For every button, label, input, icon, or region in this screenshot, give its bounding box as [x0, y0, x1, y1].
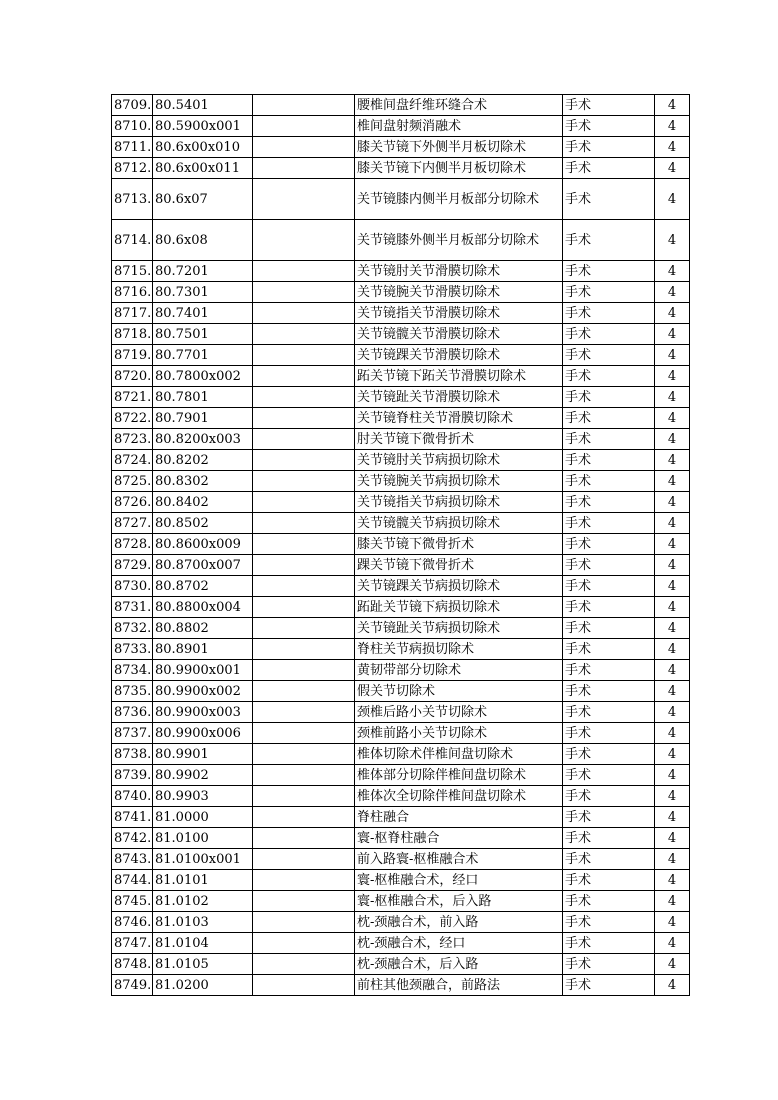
procedure-level: 4	[655, 137, 690, 158]
procedure-code: 81.0100	[153, 828, 253, 849]
procedure-name: 肘关节镜下微骨折术	[355, 429, 563, 450]
blank-cell	[253, 450, 355, 471]
table-row	[112, 513, 690, 534]
row-number: 8741.	[112, 807, 153, 828]
procedure-code: 80.7301	[153, 282, 253, 303]
procedure-name: 枕-颈融合术，后入路	[355, 954, 563, 975]
blank-cell	[253, 513, 355, 534]
procedure-code: 80.8901	[153, 639, 253, 660]
procedure-code: 80.9902	[153, 765, 253, 786]
procedure-level: 4	[655, 179, 690, 220]
procedure-level: 4	[655, 828, 690, 849]
procedure-level: 4	[655, 807, 690, 828]
procedure-type: 手术	[563, 681, 655, 702]
procedure-code: 80.5401	[153, 95, 253, 116]
procedure-name: 膝关节镜下外侧半月板切除术	[355, 137, 563, 158]
procedure-type: 手术	[563, 116, 655, 137]
procedure-code: 80.8802	[153, 618, 253, 639]
blank-cell	[253, 975, 355, 996]
table-row	[112, 534, 690, 555]
procedure-name: 枕-颈融合术，经口	[355, 933, 563, 954]
procedure-name: 关节镜趾关节病损切除术	[355, 618, 563, 639]
procedure-name: 关节镜膝外侧半月板部分切除术	[355, 220, 563, 261]
procedure-name: 脊柱融合	[355, 807, 563, 828]
table-row	[112, 116, 690, 137]
blank-cell	[253, 429, 355, 450]
table-row	[112, 975, 690, 996]
procedure-name: 前柱其他颈融合，前路法	[355, 975, 563, 996]
procedure-type: 手术	[563, 450, 655, 471]
procedure-type: 手术	[563, 513, 655, 534]
blank-cell	[253, 912, 355, 933]
procedure-code: 80.5900x001	[153, 116, 253, 137]
procedure-name: 椎体次全切除伴椎间盘切除术	[355, 786, 563, 807]
procedure-code: 80.6x00x011	[153, 158, 253, 179]
blank-cell	[253, 158, 355, 179]
row-number: 8748.	[112, 954, 153, 975]
blank-cell	[253, 471, 355, 492]
procedure-type: 手术	[563, 303, 655, 324]
procedure-level: 4	[655, 492, 690, 513]
procedure-code: 80.8202	[153, 450, 253, 471]
row-number: 8729.	[112, 555, 153, 576]
table-row	[112, 324, 690, 345]
blank-cell	[253, 954, 355, 975]
procedure-level: 4	[655, 723, 690, 744]
procedure-level: 4	[655, 303, 690, 324]
blank-cell	[253, 303, 355, 324]
blank-cell	[253, 282, 355, 303]
blank-cell	[253, 681, 355, 702]
procedure-name: 关节镜趾关节滑膜切除术	[355, 387, 563, 408]
procedure-level: 4	[655, 870, 690, 891]
procedure-type: 手术	[563, 807, 655, 828]
procedure-type: 手术	[563, 870, 655, 891]
row-number: 8723.	[112, 429, 153, 450]
procedure-code: 80.9903	[153, 786, 253, 807]
row-number: 8730.	[112, 576, 153, 597]
procedure-level: 4	[655, 576, 690, 597]
procedure-code: 81.0105	[153, 954, 253, 975]
row-number: 8746.	[112, 912, 153, 933]
blank-cell	[253, 933, 355, 954]
row-number: 8736.	[112, 702, 153, 723]
procedure-level: 4	[655, 912, 690, 933]
procedure-level: 4	[655, 95, 690, 116]
row-number: 8709.	[112, 95, 153, 116]
procedure-type: 手术	[563, 786, 655, 807]
procedure-name: 枕-颈融合术，前入路	[355, 912, 563, 933]
procedure-code: 80.7501	[153, 324, 253, 345]
table-row	[112, 220, 690, 261]
procedure-code: 80.7701	[153, 345, 253, 366]
document-page	[111, 94, 689, 996]
row-number: 8739.	[112, 765, 153, 786]
row-number: 8728.	[112, 534, 153, 555]
blank-cell	[253, 116, 355, 137]
procedure-code: 80.9900x001	[153, 660, 253, 681]
blank-cell	[253, 639, 355, 660]
procedure-code: 80.6x07	[153, 179, 253, 220]
procedure-level: 4	[655, 618, 690, 639]
procedure-level: 4	[655, 639, 690, 660]
table-row	[112, 807, 690, 828]
table-row	[112, 828, 690, 849]
procedure-name: 关节镜肘关节滑膜切除术	[355, 261, 563, 282]
procedure-name: 黄韧带部分切除术	[355, 660, 563, 681]
procedure-type: 手术	[563, 492, 655, 513]
blank-cell	[253, 723, 355, 744]
table-row	[112, 158, 690, 179]
procedure-level: 4	[655, 891, 690, 912]
procedure-type: 手术	[563, 366, 655, 387]
procedure-type: 手术	[563, 933, 655, 954]
row-number: 8720.	[112, 366, 153, 387]
table-row	[112, 303, 690, 324]
blank-cell	[253, 891, 355, 912]
procedure-code: 80.6x08	[153, 220, 253, 261]
blank-cell	[253, 807, 355, 828]
table-row	[112, 618, 690, 639]
procedure-code: 80.8700x007	[153, 555, 253, 576]
procedure-code: 81.0104	[153, 933, 253, 954]
table-row	[112, 387, 690, 408]
procedure-type: 手术	[563, 324, 655, 345]
procedure-type: 手术	[563, 220, 655, 261]
procedure-level: 4	[655, 786, 690, 807]
procedure-type: 手术	[563, 137, 655, 158]
blank-cell	[253, 345, 355, 366]
procedure-level: 4	[655, 345, 690, 366]
procedure-code: 80.7801	[153, 387, 253, 408]
table-row	[112, 261, 690, 282]
procedure-level: 4	[655, 387, 690, 408]
table-row	[112, 660, 690, 681]
procedure-type: 手术	[563, 282, 655, 303]
procedure-type: 手术	[563, 179, 655, 220]
procedure-name: 关节镜踝关节病损切除术	[355, 576, 563, 597]
row-number: 8713.	[112, 179, 153, 220]
procedure-name: 跖趾关节镜下病损切除术	[355, 597, 563, 618]
procedure-code: 81.0100x001	[153, 849, 253, 870]
procedure-code: 80.7201	[153, 261, 253, 282]
procedure-level: 4	[655, 116, 690, 137]
table-row	[112, 849, 690, 870]
blank-cell	[253, 870, 355, 891]
row-number: 8734.	[112, 660, 153, 681]
procedure-name: 寰-枢脊柱融合	[355, 828, 563, 849]
procedure-type: 手术	[563, 387, 655, 408]
procedure-code: 81.0000	[153, 807, 253, 828]
procedure-name: 关节镜腕关节滑膜切除术	[355, 282, 563, 303]
procedure-code: 80.7800x002	[153, 366, 253, 387]
procedure-name: 椎体切除术伴椎间盘切除术	[355, 744, 563, 765]
procedure-level: 4	[655, 450, 690, 471]
table-row	[112, 345, 690, 366]
row-number: 8714.	[112, 220, 153, 261]
row-number: 8724.	[112, 450, 153, 471]
procedure-name: 颈椎后路小关节切除术	[355, 702, 563, 723]
row-number: 8731.	[112, 597, 153, 618]
table-row	[112, 639, 690, 660]
procedure-level: 4	[655, 744, 690, 765]
procedure-code: 80.9901	[153, 744, 253, 765]
blank-cell	[253, 597, 355, 618]
procedure-type: 手术	[563, 891, 655, 912]
procedure-code: 81.0102	[153, 891, 253, 912]
procedure-name: 踝关节镜下微骨折术	[355, 555, 563, 576]
procedure-level: 4	[655, 324, 690, 345]
blank-cell	[253, 576, 355, 597]
table-row	[112, 471, 690, 492]
procedure-code: 80.9900x002	[153, 681, 253, 702]
procedure-code: 80.8302	[153, 471, 253, 492]
row-number: 8732.	[112, 618, 153, 639]
blank-cell	[253, 408, 355, 429]
row-number: 8715.	[112, 261, 153, 282]
blank-cell	[253, 786, 355, 807]
table-row	[112, 702, 690, 723]
row-number: 8716.	[112, 282, 153, 303]
row-number: 8743.	[112, 849, 153, 870]
blank-cell	[253, 744, 355, 765]
blank-cell	[253, 618, 355, 639]
table-row	[112, 723, 690, 744]
procedure-type: 手术	[563, 660, 655, 681]
row-number: 8733.	[112, 639, 153, 660]
procedure-type: 手术	[563, 975, 655, 996]
procedure-code: 80.7901	[153, 408, 253, 429]
procedure-name: 跖关节镜下跖关节滑膜切除术	[355, 366, 563, 387]
blank-cell	[253, 849, 355, 870]
blank-cell	[253, 534, 355, 555]
procedure-name: 腰椎间盘纤维环缝合术	[355, 95, 563, 116]
procedure-code: 80.7401	[153, 303, 253, 324]
procedure-name: 寰-枢椎融合术，经口	[355, 870, 563, 891]
procedure-name: 脊柱关节病损切除术	[355, 639, 563, 660]
blank-cell	[253, 765, 355, 786]
blank-cell	[253, 366, 355, 387]
procedure-code: 81.0101	[153, 870, 253, 891]
procedure-level: 4	[655, 534, 690, 555]
row-number: 8722.	[112, 408, 153, 429]
procedure-code: 81.0103	[153, 912, 253, 933]
table-row	[112, 137, 690, 158]
blank-cell	[253, 828, 355, 849]
procedure-level: 4	[655, 282, 690, 303]
procedure-name: 关节镜指关节滑膜切除术	[355, 303, 563, 324]
row-number: 8738.	[112, 744, 153, 765]
blank-cell	[253, 95, 355, 116]
table-row	[112, 912, 690, 933]
table-row	[112, 576, 690, 597]
blank-cell	[253, 137, 355, 158]
table-row	[112, 179, 690, 220]
procedure-level: 4	[655, 660, 690, 681]
table-row	[112, 492, 690, 513]
procedure-name: 膝关节镜下微骨折术	[355, 534, 563, 555]
procedure-level: 4	[655, 408, 690, 429]
row-number: 8735.	[112, 681, 153, 702]
row-number: 8737.	[112, 723, 153, 744]
procedure-type: 手术	[563, 534, 655, 555]
procedure-name: 关节镜腕关节病损切除术	[355, 471, 563, 492]
table-row	[112, 744, 690, 765]
procedure-type: 手术	[563, 639, 655, 660]
procedure-level: 4	[655, 975, 690, 996]
row-number: 8725.	[112, 471, 153, 492]
blank-cell	[253, 660, 355, 681]
blank-cell	[253, 702, 355, 723]
table-row	[112, 786, 690, 807]
procedure-level: 4	[655, 366, 690, 387]
procedure-type: 手术	[563, 723, 655, 744]
procedure-level: 4	[655, 513, 690, 534]
procedure-level: 4	[655, 261, 690, 282]
procedure-code: 81.0200	[153, 975, 253, 996]
procedure-name: 关节镜膝内侧半月板部分切除术	[355, 179, 563, 220]
procedure-name: 关节镜指关节病损切除术	[355, 492, 563, 513]
row-number: 8717.	[112, 303, 153, 324]
row-number: 8745.	[112, 891, 153, 912]
procedure-level: 4	[655, 471, 690, 492]
row-number: 8747.	[112, 933, 153, 954]
procedure-type: 手术	[563, 345, 655, 366]
procedure-level: 4	[655, 681, 690, 702]
procedure-level: 4	[655, 429, 690, 450]
blank-cell	[253, 220, 355, 261]
procedure-level: 4	[655, 765, 690, 786]
row-number: 8721.	[112, 387, 153, 408]
table-row	[112, 954, 690, 975]
procedure-name: 前入路寰-枢椎融合术	[355, 849, 563, 870]
procedure-type: 手术	[563, 261, 655, 282]
blank-cell	[253, 179, 355, 220]
procedure-code: 80.9900x006	[153, 723, 253, 744]
procedure-code: 80.8502	[153, 513, 253, 534]
row-number: 8710.	[112, 116, 153, 137]
procedure-code: 80.8800x004	[153, 597, 253, 618]
procedure-level: 4	[655, 158, 690, 179]
table-row	[112, 366, 690, 387]
procedure-level: 4	[655, 933, 690, 954]
table-row	[112, 765, 690, 786]
row-number: 8749.	[112, 975, 153, 996]
procedure-type: 手术	[563, 618, 655, 639]
procedure-code: 80.8600x009	[153, 534, 253, 555]
procedure-code: 80.8200x003	[153, 429, 253, 450]
procedure-type: 手术	[563, 702, 655, 723]
procedure-level: 4	[655, 849, 690, 870]
table-row	[112, 282, 690, 303]
procedure-table	[111, 94, 690, 996]
procedure-name: 椎体部分切除伴椎间盘切除术	[355, 765, 563, 786]
procedure-level: 4	[655, 597, 690, 618]
procedure-name: 膝关节镜下内侧半月板切除术	[355, 158, 563, 179]
blank-cell	[253, 324, 355, 345]
procedure-type: 手术	[563, 954, 655, 975]
procedure-type: 手术	[563, 95, 655, 116]
row-number: 8744.	[112, 870, 153, 891]
table-row	[112, 429, 690, 450]
procedure-level: 4	[655, 555, 690, 576]
procedure-type: 手术	[563, 471, 655, 492]
blank-cell	[253, 387, 355, 408]
procedure-type: 手术	[563, 408, 655, 429]
table-row	[112, 597, 690, 618]
procedure-name: 关节镜脊柱关节滑膜切除术	[355, 408, 563, 429]
procedure-type: 手术	[563, 744, 655, 765]
procedure-type: 手术	[563, 576, 655, 597]
row-number: 8718.	[112, 324, 153, 345]
blank-cell	[253, 492, 355, 513]
procedure-type: 手术	[563, 765, 655, 786]
row-number: 8712.	[112, 158, 153, 179]
row-number: 8742.	[112, 828, 153, 849]
row-number: 8726.	[112, 492, 153, 513]
procedure-level: 4	[655, 220, 690, 261]
table-row	[112, 408, 690, 429]
procedure-name: 椎间盘射频消融术	[355, 116, 563, 137]
procedure-name: 假关节切除术	[355, 681, 563, 702]
procedure-name: 关节镜踝关节滑膜切除术	[355, 345, 563, 366]
row-number: 8719.	[112, 345, 153, 366]
procedure-level: 4	[655, 702, 690, 723]
procedure-type: 手术	[563, 555, 655, 576]
table-row	[112, 933, 690, 954]
procedure-type: 手术	[563, 429, 655, 450]
row-number: 8740.	[112, 786, 153, 807]
row-number: 8727.	[112, 513, 153, 534]
procedure-type: 手术	[563, 597, 655, 618]
row-number: 8711.	[112, 137, 153, 158]
procedure-code: 80.9900x003	[153, 702, 253, 723]
table-row	[112, 891, 690, 912]
table-row	[112, 870, 690, 891]
procedure-name: 关节镜髋关节滑膜切除术	[355, 324, 563, 345]
procedure-name: 关节镜肘关节病损切除术	[355, 450, 563, 471]
blank-cell	[253, 261, 355, 282]
procedure-name: 颈椎前路小关节切除术	[355, 723, 563, 744]
procedure-type: 手术	[563, 828, 655, 849]
table-row	[112, 681, 690, 702]
procedure-type: 手术	[563, 912, 655, 933]
table-row	[112, 555, 690, 576]
blank-cell	[253, 555, 355, 576]
table-row	[112, 95, 690, 116]
procedure-level: 4	[655, 954, 690, 975]
procedure-type: 手术	[563, 158, 655, 179]
procedure-name: 寰-枢椎融合术，后入路	[355, 891, 563, 912]
table-row	[112, 450, 690, 471]
procedure-type: 手术	[563, 849, 655, 870]
procedure-name: 关节镜髋关节病损切除术	[355, 513, 563, 534]
procedure-code: 80.8402	[153, 492, 253, 513]
procedure-table-body	[112, 95, 690, 996]
procedure-code: 80.8702	[153, 576, 253, 597]
procedure-code: 80.6x00x010	[153, 137, 253, 158]
